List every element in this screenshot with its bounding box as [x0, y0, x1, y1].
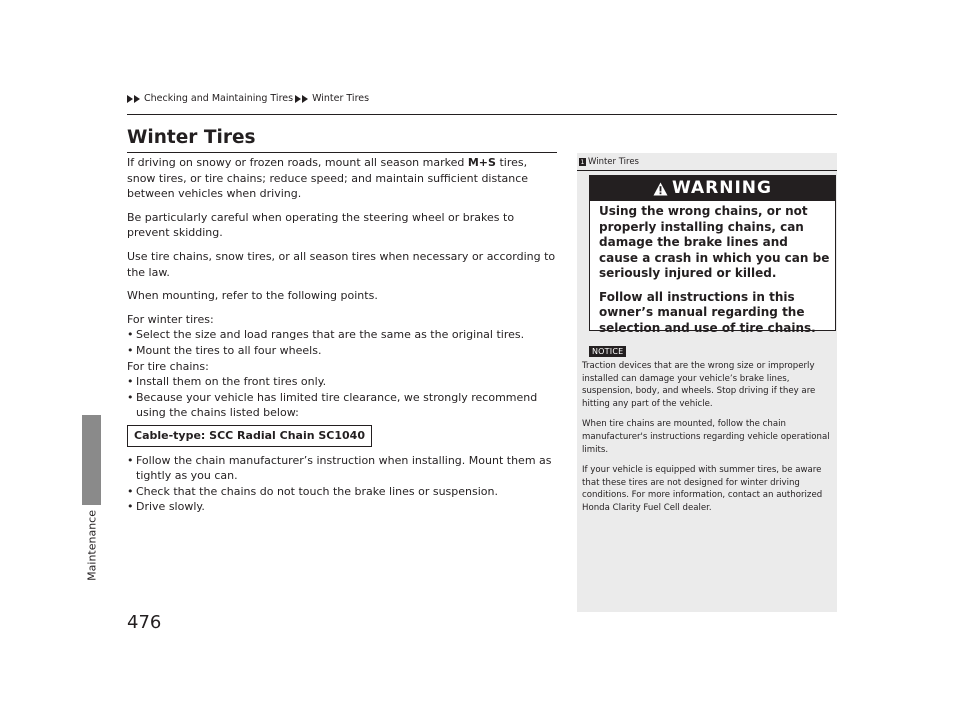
- breadcrumb-item[interactable]: Winter Tires: [312, 93, 370, 104]
- main-content: [127, 155, 557, 515]
- bullet-icon: •: [127, 500, 134, 514]
- paragraph: Use tire chains, snow tires, or all season tires when necessary or according to the law.: [127, 249, 556, 279]
- tire-chains-label: For tire chains:: [127, 359, 209, 373]
- warning-text: Follow all instructions in this owner’s manual regarding the selection and use of tire chains.: [599, 289, 816, 335]
- paragraph-intro: If driving on snowy or frozen roads, mount all season marked M+S tires, snow tires, or tire chains; reduce speed; and maintain sufficient distance between vehicles when driving.: [127, 156, 529, 201]
- note-title: Winter Tires: [588, 157, 639, 167]
- warning-title: WARNING: [672, 178, 772, 198]
- breadcrumb-item[interactable]: Checking and Maintaining Tires: [144, 93, 294, 104]
- breadcrumb-arrow-icon: [295, 95, 301, 103]
- warning-triangle-icon: [653, 182, 668, 196]
- list-item: • Select the size and load ranges that are the same as the original tires.: [127, 328, 525, 342]
- paragraph: Be particularly careful when operating the steering wheel or brakes to prevent skidding.: [127, 210, 515, 240]
- section-tab: [82, 415, 101, 505]
- paragraph: When mounting, refer to the following points.: [127, 289, 378, 303]
- section-label: Maintenance: [85, 510, 98, 581]
- breadcrumb-arrow-icon: [302, 95, 308, 103]
- list-item: • Check that the chains do not touch the brake lines or suspension.: [127, 484, 498, 498]
- notice-body: [582, 360, 832, 523]
- page-number: 476: [127, 612, 162, 633]
- notice-text: If your vehicle is equipped with summer tires, be aware that these tires are not designed for winter driving conditions. For more information, contact an authorized Honda Clarity Fuel Cell dealer.: [582, 465, 823, 513]
- list-item: • Drive slowly.: [127, 500, 205, 514]
- bullet-icon: •: [127, 453, 134, 467]
- note-divider: [577, 170, 837, 171]
- warning-text: Using the wrong chains, or not properly installing chains, can damage the brake lines and cause a crash in which you can be seriously injured or killed.: [599, 204, 830, 280]
- note-number-badge: 1: [580, 158, 585, 166]
- header-divider: [127, 114, 837, 115]
- list-item: • Install them on the front tires only.: [127, 375, 327, 389]
- notice-text: Traction devices that are the wrong size or improperly installed can damage your vehicle’s brake lines, suspension, body, and wheels. Stop driving if they are hitting any part of the vehicle.: [582, 361, 816, 409]
- page-title: Winter Tires: [127, 127, 256, 148]
- list-item: • Follow the chain manufacturer’s instruction when installing. Mount them as tightly as you can.: [127, 453, 552, 483]
- bullet-icon: •: [127, 343, 134, 357]
- breadcrumb: [127, 93, 369, 104]
- title-divider: [127, 152, 557, 153]
- bullet-icon: •: [127, 375, 134, 389]
- bullet-icon: •: [127, 390, 134, 404]
- notice-text: When tire chains are mounted, follow the chain manufacturer's instructions regarding vehicle operational limits.: [582, 419, 830, 455]
- note-heading: [579, 157, 639, 167]
- winter-tires-label: For winter tires:: [127, 312, 214, 326]
- list-item: • Mount the tires to all four wheels.: [127, 343, 322, 357]
- warning-body: [599, 204, 831, 344]
- warning-box: [589, 175, 836, 335]
- warning-header: [590, 176, 835, 201]
- breadcrumb-arrow-icon: [134, 95, 140, 103]
- mark-label: M+S: [467, 156, 496, 169]
- breadcrumb-arrow-icon: [127, 95, 133, 103]
- bullet-icon: •: [127, 328, 134, 342]
- cable-type-box: Cable-type: SCC Radial Chain SC1040: [127, 425, 372, 447]
- bullet-icon: •: [127, 484, 134, 498]
- notice-badge: NOTICE: [589, 346, 626, 357]
- list-item: • Because your vehicle has limited tire clearance, we strongly recommend using the chains listed below:: [127, 390, 538, 420]
